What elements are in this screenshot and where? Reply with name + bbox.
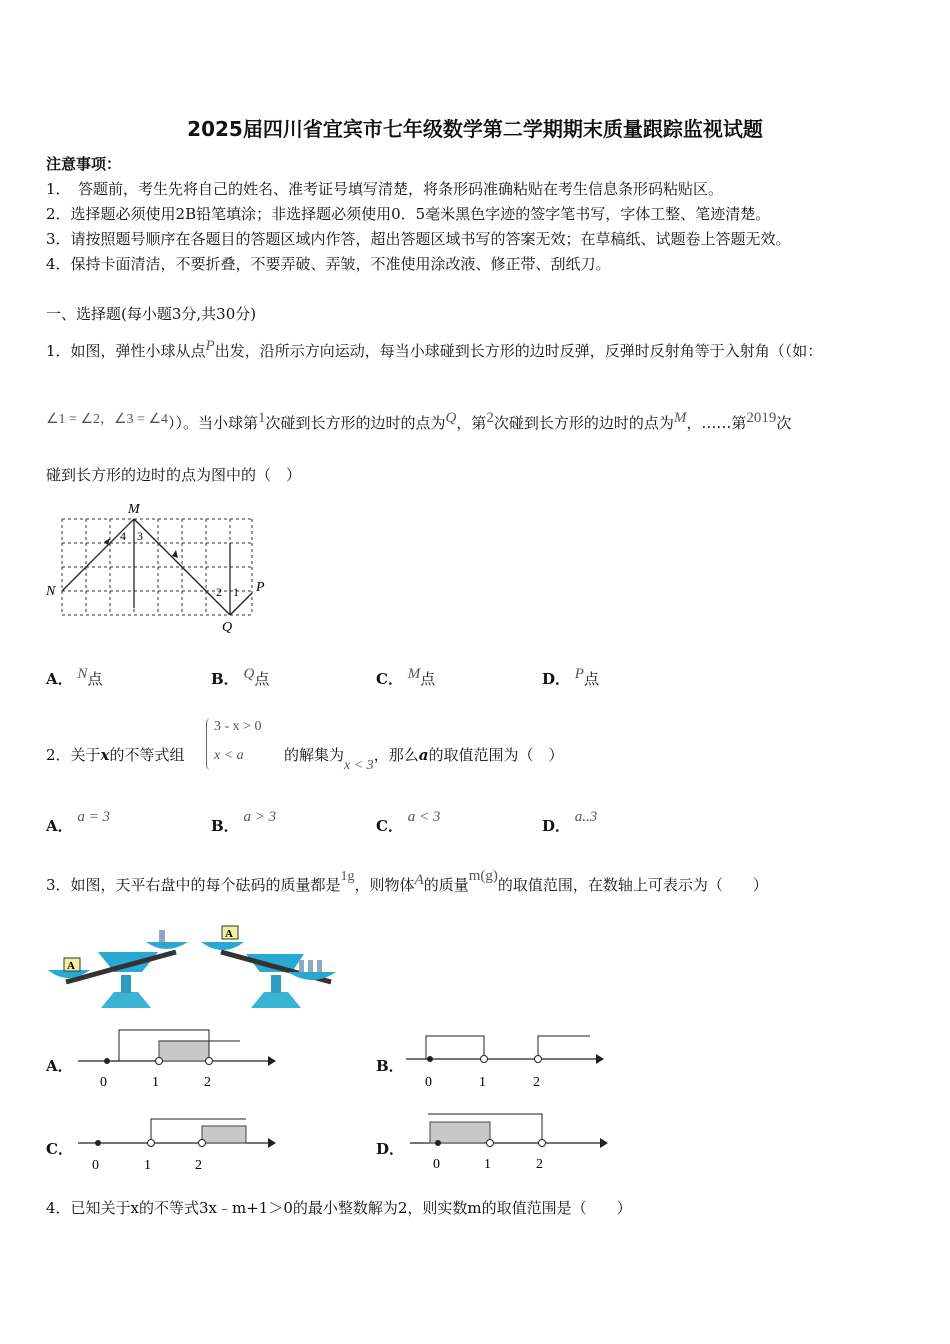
- tick-1: 1: [144, 1158, 151, 1173]
- label-m: M: [128, 502, 140, 517]
- box-label-left: A: [67, 960, 75, 972]
- tick-1: 1: [152, 1075, 159, 1090]
- q3-option-a-number-line[interactable]: [72, 1024, 282, 1094]
- tick-2: 2: [195, 1158, 202, 1173]
- question-3-text: 3．如图，天平右盘中的每个砝码的质量都是1g，则物体A的质量m(g)的取值范围，在数轴上可表示为（ ）: [46, 868, 768, 894]
- tick-0: 0: [425, 1075, 432, 1090]
- q1-option-a[interactable]: A． N点: [46, 666, 103, 688]
- q2-option-d[interactable]: D． a..3: [542, 809, 598, 835]
- note-item: 2．选择题必须使用2B铅笔填涂；非选择题必须使用0．5毫米黑色字迹的签字笔书写，字体工整、笔迹清楚。: [46, 205, 771, 223]
- label-q: Q: [222, 620, 233, 635]
- system-line-2: x < a: [214, 748, 244, 763]
- note-item: 1． 答题前，考生先将自己的姓名、准考证号填写清楚，将条形码准确粘贴在考生信息条形码粘贴区。: [46, 180, 724, 198]
- q3-option-c-label[interactable]: C．: [46, 1140, 73, 1158]
- left-balance: [48, 930, 188, 1008]
- right-balance: [201, 926, 336, 1008]
- notes-heading: 注意事项：: [46, 155, 122, 173]
- question-2-prefix: 2．关于x的不等式组: [46, 746, 185, 764]
- q1-option-d[interactable]: D． P点: [542, 666, 599, 688]
- q1-option-b[interactable]: B． Q点: [211, 666, 270, 688]
- tick-1: 1: [484, 1157, 491, 1172]
- label-p: P: [256, 580, 265, 595]
- tick-2: 2: [533, 1075, 540, 1090]
- page-title: 2025届四川省宜宾市七年级数学第二学期期末质量跟踪监视试题: [187, 117, 763, 141]
- system-brace: [206, 718, 211, 770]
- angle-4: 4: [120, 529, 126, 543]
- note-item: 3．请按照题号顺序在各题目的答题区域内作答，超出答题区域书写的答案无效；在草稿纸、试题卷上答题无效。: [46, 230, 791, 248]
- angle-3: 3: [137, 529, 143, 543]
- q2-option-c[interactable]: C． a < 3: [376, 809, 441, 835]
- q3-option-a-label[interactable]: A．: [46, 1057, 73, 1075]
- tick-0: 0: [433, 1157, 440, 1172]
- tick-2: 2: [204, 1075, 211, 1090]
- q1-option-c[interactable]: C． M点: [376, 666, 436, 688]
- section-heading: 一、选择题(每小题3分,共30分): [46, 305, 257, 323]
- balance-scales-figure: [46, 920, 346, 1016]
- box-label-right: A: [225, 928, 233, 940]
- tick-0: 0: [100, 1075, 107, 1090]
- q3-option-d-label[interactable]: D．: [376, 1140, 405, 1158]
- angle-2: 2: [216, 585, 222, 599]
- tick-0: 0: [92, 1158, 99, 1173]
- tick-2: 2: [536, 1157, 543, 1172]
- q3-option-c-number-line[interactable]: [72, 1110, 282, 1176]
- question-1-line-2: ∠1 = ∠2，∠3 = ∠4））。当小球第1次碰到长方形的边时的点为Q，第2次碰到长方形的边时的点为M，……第2019次: [46, 410, 792, 432]
- angle-1: 1: [233, 585, 239, 599]
- tick-1: 1: [479, 1075, 486, 1090]
- q3-option-d-number-line[interactable]: [404, 1106, 614, 1176]
- note-item: 4．保持卡面清洁，不要折叠，不要弄破、弄皱，不准使用涂改液、修正带、刮纸刀。: [46, 255, 611, 273]
- question-1-line-3: 碰到长方形的边时的点为图中的（ ）: [46, 466, 302, 484]
- question-2-suffix: 的解集为x < 3，那么a的取值范围为（ ）: [284, 746, 564, 773]
- label-n: N: [46, 584, 56, 599]
- q2-option-b[interactable]: B． a > 3: [211, 809, 277, 835]
- question-1-line-1: 1．如图，弹性小球从点P出发，沿所示方向运动，每当小球碰到长方形的边时反弹，反弹时反射角等于入射角（（如：: [46, 338, 823, 360]
- bounce-figure: [44, 498, 274, 638]
- q2-option-a[interactable]: A． a = 3: [46, 809, 111, 835]
- system-line-1: 3 - x > 0: [214, 719, 262, 734]
- question-4-text: 4．已知关于x的不等式3x﹣m+1＞0的最小整数解为2，则实数m的取值范围是（ ）: [46, 1199, 632, 1217]
- q3-option-b-number-line[interactable]: [400, 1024, 610, 1094]
- q3-option-b-label[interactable]: B．: [376, 1057, 404, 1075]
